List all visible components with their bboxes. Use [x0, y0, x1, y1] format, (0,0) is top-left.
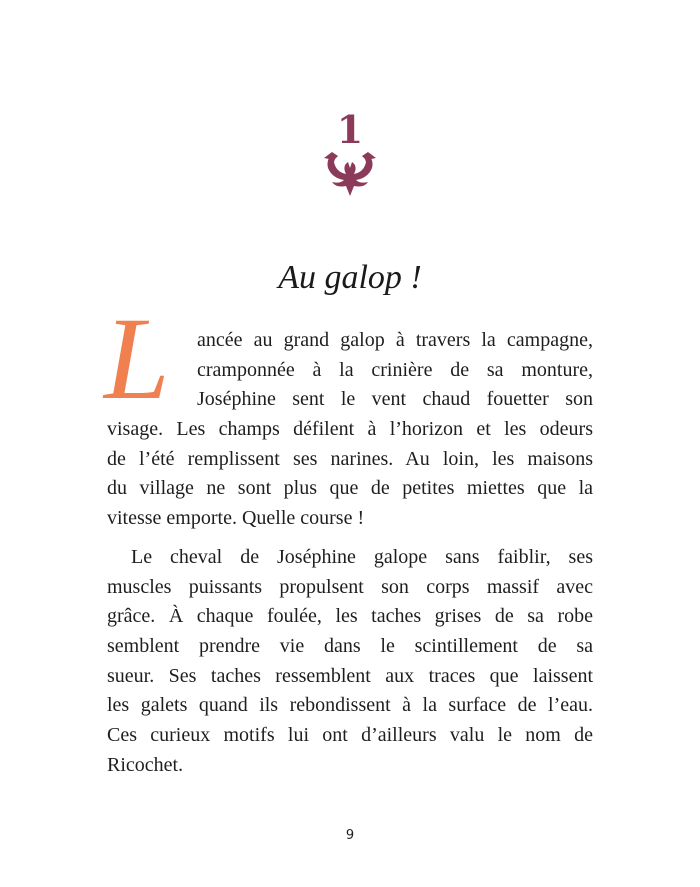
chapter-title: Au galop !: [278, 259, 422, 296]
chapter-number: 1: [336, 107, 364, 152]
text-line: du village ne sont plus que de petites miettes que la: [107, 477, 593, 500]
text-line: de l’été remplissent ses narines. Au loin, les maisons: [107, 447, 593, 470]
text-line: vitesse emporte. Quelle course !: [107, 507, 365, 530]
page-number: 9: [345, 828, 355, 843]
text-line: grâce. À chaque foulée, les taches grises de sa robe: [107, 605, 593, 628]
fleur-de-lis-horses-icon: [322, 150, 378, 198]
text-line: Ces curieux motifs lui ont d’ailleurs valu le nom de: [107, 724, 593, 747]
text-line: Le cheval de Joséphine galope sans faiblir, ses: [131, 546, 593, 568]
text-line: Joséphine sent le vent chaud fouetter son: [197, 388, 593, 411]
text-line: Ricochet.: [107, 753, 184, 776]
paragraph-2: [107, 543, 593, 781]
text-line: ancée au grand galop à travers la campagne,: [197, 329, 593, 351]
text-line: semblent prendre vie dans le scintillement de sa: [107, 635, 593, 658]
text-line: muscles puissants propulsent son corps massif avec: [107, 575, 593, 598]
paragraph-1: [107, 326, 593, 534]
text-line: les galets quand ils rebondissent à la surface de l’eau.: [107, 694, 593, 717]
drop-cap: L: [104, 293, 170, 424]
text-line: visage. Les champs défilent à l’horizon et les odeurs: [107, 418, 593, 441]
text-line: sueur. Ses taches ressemblent aux traces que laissent: [107, 664, 593, 687]
text-line: cramponnée à la crinière de sa monture,: [197, 358, 593, 381]
